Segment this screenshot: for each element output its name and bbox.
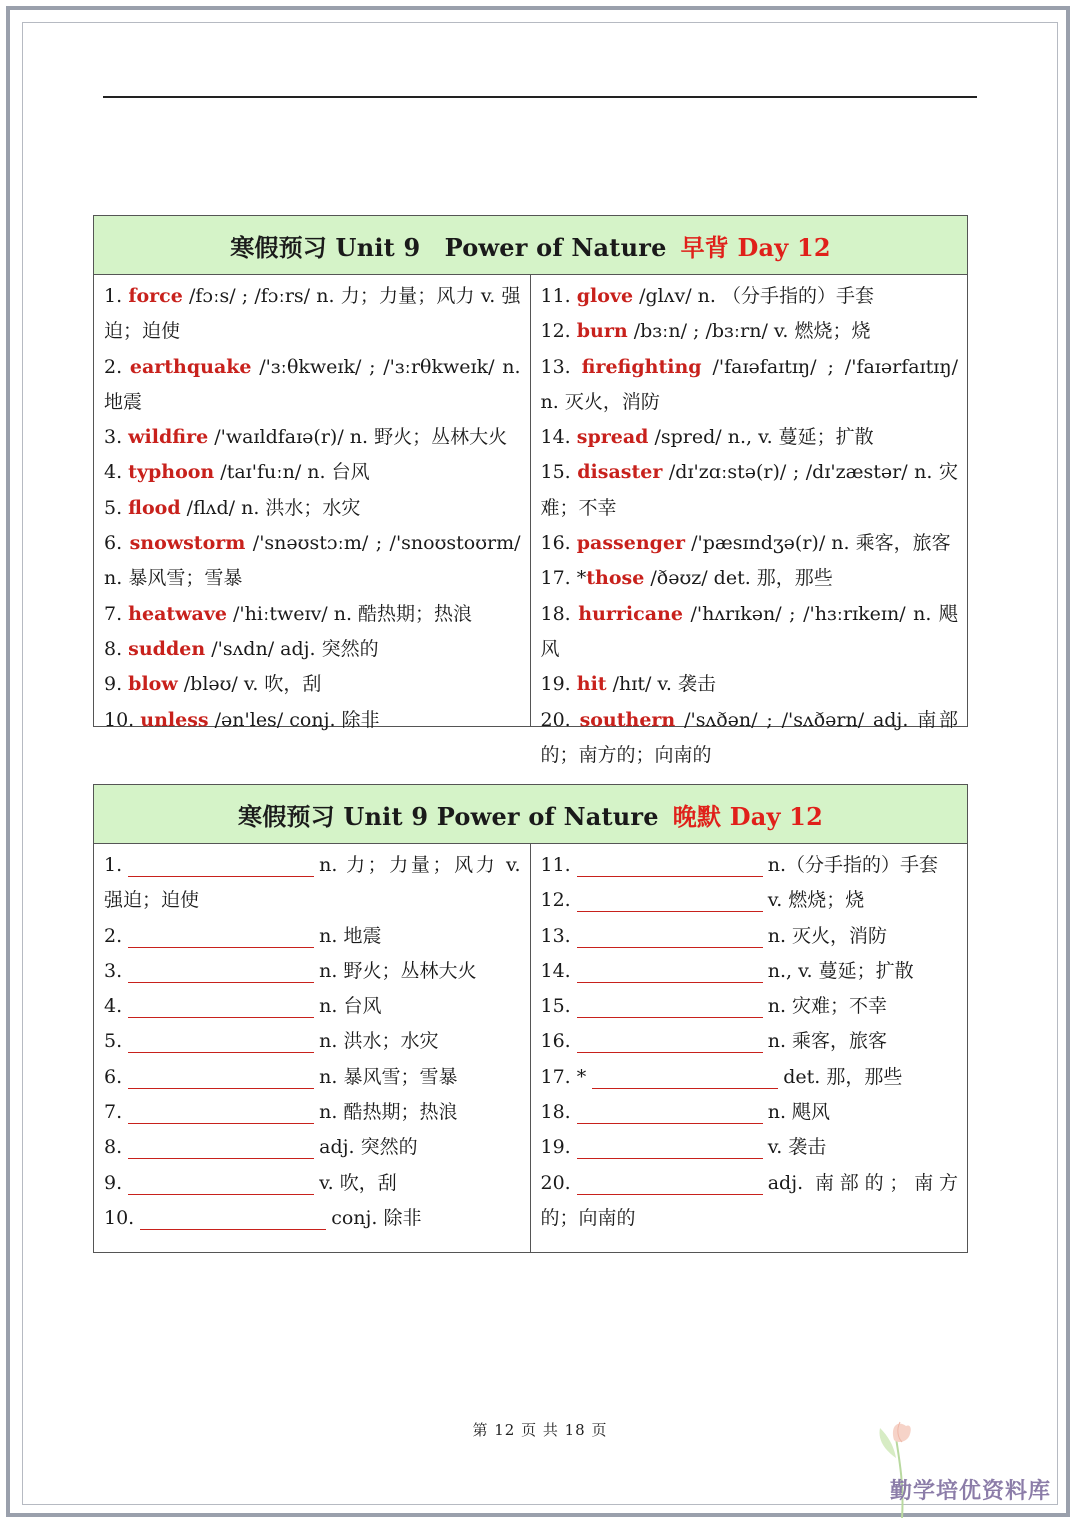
answer-blank[interactable] [128, 1099, 314, 1124]
entry-star-mark: * [576, 567, 587, 590]
page-number: 第 12 页 共 18 页 [472, 1421, 608, 1439]
entry-number: 16. [540, 1030, 571, 1053]
vocab-entry [541, 667, 959, 702]
entry-number: 2. [104, 924, 123, 947]
answer-blank[interactable] [128, 1028, 314, 1053]
vocab-entry [104, 632, 521, 667]
dictation-entry [541, 1166, 959, 1237]
entry-number: 20. [540, 1171, 571, 1194]
entry-definition: det. 那，那些 [783, 1065, 903, 1088]
vocab-word: blow [128, 673, 178, 696]
vocab-definition: /taɪ'fuːn/ n. 台风 [214, 461, 370, 484]
answer-blank[interactable] [577, 887, 763, 912]
vocab-definition: /flʌd/ n. 洪水；水灾 [180, 496, 361, 519]
vocab-definition: /'sʌðən/ ; /'sʌðərn/ adj. 南部的；南方的；向南的 [540, 708, 958, 766]
entry-definition: n. 灾难；不幸 [767, 995, 888, 1018]
entry-number: 7. [104, 1101, 123, 1124]
vocab-word: passenger [576, 532, 686, 555]
entry-number: 8. [104, 1136, 123, 1159]
entry-number: 5. [104, 496, 129, 519]
entry-definition: n. 乘客，旅客 [767, 1030, 888, 1053]
entry-definition: n. 飓风 [767, 1101, 831, 1124]
entry-number: 15. [540, 461, 578, 484]
entry-definition: n. 力；力量；风力 v. 强迫；迫使 [104, 854, 521, 912]
answer-blank[interactable] [577, 1028, 763, 1053]
vocab-word: unless [140, 708, 209, 731]
vocab-entry [541, 350, 959, 421]
vocab-word: spread [576, 426, 649, 449]
entry-definition: conj. 除非 [331, 1206, 422, 1229]
title-prefix: 寒假预习 Unit 9 Power of Nature [238, 801, 659, 831]
vocab-entry [104, 703, 521, 738]
dictation-entry [104, 1095, 521, 1130]
entry-definition: v. 吹，刮 [319, 1171, 397, 1194]
vocab-column-left [94, 274, 531, 731]
vocab-word: earthquake [129, 355, 252, 378]
answer-blank[interactable] [577, 1099, 763, 1124]
entry-number: 5. [104, 1030, 123, 1053]
entry-definition: adj. 突然的 [319, 1136, 418, 1159]
entry-definition: n., v. 蔓延；扩散 [767, 959, 914, 982]
vocab-word: those [586, 567, 645, 590]
vocab-word: heatwave [128, 602, 227, 625]
answer-blank[interactable] [128, 958, 314, 983]
entry-number: 17. [540, 567, 577, 590]
entry-number: 14. [540, 426, 577, 449]
answer-blank[interactable] [128, 1064, 314, 1089]
vocab-definition: /ðəʊz/ det. 那，那些 [644, 567, 833, 590]
vocab-definition: /'waɪldfaɪə(r)/ n. 野火；丛林大火 [208, 426, 508, 449]
dictation-entry [104, 1024, 521, 1059]
vocab-entry [104, 526, 521, 597]
entry-definition: n. 地震 [319, 924, 382, 947]
vocab-entry [541, 279, 959, 314]
dictation-entry [104, 919, 521, 954]
vocab-definition: /'pæsɪndʒə(r)/ n. 乘客，旅客 [685, 532, 951, 555]
vocab-word: disaster [577, 461, 663, 484]
entry-number: 9. [104, 1171, 123, 1194]
vocab-word: wildfire [128, 426, 209, 449]
entry-number: 1. [104, 854, 123, 876]
vocab-word: flood [128, 496, 181, 519]
entry-number: 6. [104, 1065, 123, 1088]
entry-definition: n. 台风 [319, 995, 382, 1018]
entry-definition: n. 灭火，消防 [767, 924, 888, 947]
vocab-entry [541, 455, 959, 526]
vocab-entry [541, 597, 959, 668]
dictation-entry [104, 954, 521, 989]
vocab-definition: /dɪ'zɑːstə(r)/ ; /dɪ'zæstər/ n. 灾难；不幸 [540, 461, 958, 519]
vocab-entry [104, 491, 521, 526]
entry-number: 9. [104, 673, 129, 696]
dictation-entry [104, 1130, 521, 1165]
vocab-word: snowstorm [129, 532, 246, 555]
vocab-word: glove [576, 285, 634, 307]
entry-number: 4. [104, 461, 129, 484]
entry-definition: n. 洪水；水灾 [319, 1030, 439, 1053]
vocab-entry [104, 455, 521, 490]
vocab-entry [541, 420, 959, 455]
dictation-entry [541, 1130, 959, 1165]
vocab-definition: /'sʌdn/ adj. 突然的 [205, 637, 379, 660]
vocab-definition: /glʌv/ n. （分手指的）手套 [633, 285, 874, 307]
dictation-entry [541, 989, 959, 1024]
entry-number: 19. [540, 673, 577, 696]
dictation-entry [104, 1201, 521, 1236]
answer-blank[interactable] [577, 852, 763, 877]
dictation-column-left [94, 843, 531, 1252]
vocab-word: sudden [128, 637, 206, 660]
answer-blank[interactable] [128, 993, 314, 1018]
title-highlight: 晚默 Day 12 [672, 801, 823, 831]
entry-number: 12. [540, 320, 577, 343]
entry-number: 2. [104, 355, 130, 378]
vocab-definition: /spred/ n., v. 蔓延；扩散 [648, 426, 874, 449]
vocab-definition: /'faɪəfaɪtɪŋ/ ; /'faɪərfaɪtɪŋ/ n. 灭火，消防 [540, 355, 958, 413]
entry-definition: v. 袭击 [767, 1136, 827, 1159]
entry-number: 12. [540, 889, 571, 912]
vocab-table-recite [93, 215, 968, 766]
vocab-entry [541, 314, 959, 349]
entry-definition: v. 燃烧；烧 [767, 889, 865, 912]
vocab-word: burn [576, 320, 628, 343]
vocab-entry [541, 703, 959, 774]
entry-number: 13. [540, 924, 571, 947]
title-prefix: 寒假预习 Unit 9 Power of Nature [230, 232, 667, 262]
watermark-text: 勤学培优资料库 [890, 1479, 1052, 1504]
entry-definition: n. 野火；丛林大火 [319, 959, 477, 982]
answer-blank[interactable] [128, 1170, 314, 1195]
entry-number: 20. [540, 708, 580, 731]
entry-number: 19. [540, 1136, 571, 1159]
entry-number: 16. [540, 532, 577, 555]
vocab-word: hurricane [578, 602, 683, 625]
entry-number: 1. [104, 285, 129, 307]
dictation-entry [104, 989, 521, 1024]
dictation-entry [541, 1060, 959, 1095]
entry-definition: n.（分手指的）手套 [767, 854, 938, 876]
vocab-entry [104, 597, 521, 632]
vocab-definition: /'hʌrɪkən/ ; /'hɜːrɪkeɪn/ n. 飓风 [540, 602, 958, 660]
dictation-entry [541, 919, 959, 954]
dictation-entry [541, 1024, 959, 1059]
header-rule [103, 96, 977, 98]
answer-blank[interactable] [577, 993, 763, 1018]
dictation-entry [541, 848, 959, 883]
entry-number: 3. [104, 959, 123, 982]
entry-definition: adj. 南部的；南方的；向南的 [540, 1171, 958, 1229]
title-highlight: 早背 Day 12 [680, 232, 831, 262]
entry-number: 11. [540, 854, 571, 876]
vocab-entry [104, 667, 521, 702]
answer-blank[interactable] [577, 1134, 763, 1159]
dictation-entry [104, 848, 521, 919]
answer-blank[interactable] [592, 1064, 778, 1089]
entry-number: 10. [104, 708, 141, 731]
entry-number: 4. [104, 995, 123, 1018]
vocab-definition: /ən'les/ conj. 除非 [208, 708, 380, 731]
vocab-entry [104, 279, 521, 350]
vocab-entry [104, 420, 521, 455]
answer-blank[interactable] [128, 852, 314, 877]
vocab-entry [541, 526, 959, 561]
answer-blank[interactable] [577, 1170, 763, 1195]
dictation-entry [104, 1060, 521, 1095]
entry-number: 17. [540, 1065, 571, 1088]
table-title-recite [94, 216, 967, 275]
vocab-definition: /'ɜːθkweɪk/ ; /'ɜːrθkweɪk/ n. 地震 [104, 355, 521, 413]
answer-blank[interactable] [140, 1205, 326, 1230]
vocab-definition: /bɜːn/ ; /bɜːrn/ v. 燃烧；烧 [627, 320, 871, 343]
table-title-dictation [94, 785, 967, 844]
dictation-entry [104, 1166, 521, 1201]
dictation-entry [541, 883, 959, 918]
answer-blank[interactable] [577, 958, 763, 983]
entry-number: 18. [540, 602, 579, 625]
answer-blank[interactable] [577, 923, 763, 948]
vocab-definition: /fɔːs/ ; /fɔːrs/ n. 力；力量；风力 v. 强迫；迫使 [104, 285, 521, 343]
vocab-word: force [128, 285, 183, 307]
entry-definition: n. 暴风雪；雪暴 [319, 1065, 458, 1088]
entry-number: 7. [104, 602, 129, 625]
dictation-entry [541, 954, 959, 989]
dictation-entry [541, 1095, 959, 1130]
vocab-table-dictation [93, 784, 968, 1253]
entry-number: 6. [104, 532, 130, 555]
vocab-word: firefighting [581, 355, 702, 378]
vocab-word: hit [576, 673, 607, 696]
vocab-definition: /'snəʊstɔːm/ ; /'snoʊstoʊrm/ n. 暴风雪；雪暴 [104, 532, 521, 590]
answer-blank[interactable] [128, 923, 314, 948]
vocab-word: typhoon [128, 461, 215, 484]
entry-number: 18. [540, 1101, 571, 1124]
dictation-column-right [531, 843, 968, 1252]
entry-number: 11. [540, 285, 577, 307]
entry-number: 13. [540, 355, 582, 378]
entry-number: 8. [104, 637, 129, 660]
vocab-entry [541, 561, 959, 596]
vocab-definition: /hɪt/ v. 袭击 [606, 673, 716, 696]
entry-number: 3. [104, 426, 129, 449]
entry-number: 14. [540, 959, 571, 982]
entry-definition: n. 酷热期；热浪 [319, 1101, 458, 1124]
vocab-definition: /'hiːtweɪv/ n. 酷热期；热浪 [226, 602, 473, 625]
entry-number: 15. [540, 995, 571, 1018]
vocab-column-right [531, 274, 968, 766]
vocab-definition: /bləʊ/ v. 吹，刮 [177, 673, 322, 696]
answer-blank[interactable] [128, 1134, 314, 1159]
vocab-word: southern [579, 708, 676, 731]
entry-number: 10. [104, 1206, 135, 1229]
entry-star-mark: * [570, 1065, 587, 1088]
vocab-entry [104, 350, 521, 421]
